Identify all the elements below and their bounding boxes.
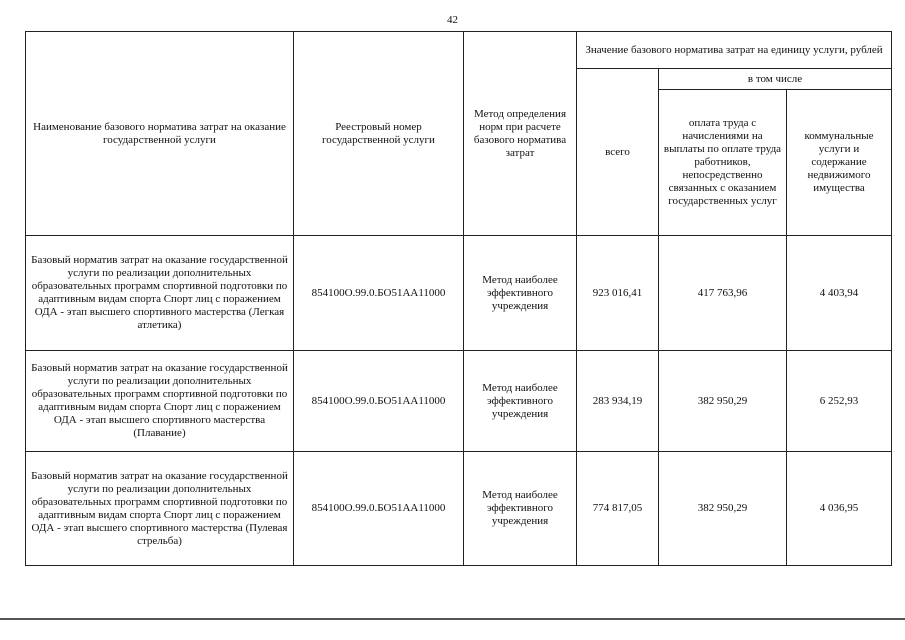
cell-registry-number: 854100О.99.0.БО51АА11000 <box>294 452 464 566</box>
cell-method: Метод наиболее эффективного учреждения <box>464 236 577 351</box>
page-bottom-rule <box>0 618 905 620</box>
header-name: Наименование базового норматива затрат на оказание государственной услуги <box>26 32 294 236</box>
header-including: в том числе <box>659 69 892 90</box>
header-payroll: оплата труда с начислениями на выплаты по оплате труда работников, непосредственно связанных с оказанием государственных услуг <box>659 90 787 236</box>
cell-total: 923 016,41 <box>577 236 659 351</box>
header-utilities: коммунальные услуги и содержание недвижимого имущества <box>787 90 892 236</box>
cell-name: Базовый норматив затрат на оказание государственной услуги по реализации дополнительных образовательных программ спортивной подготовки по адаптивным видам спорта Спорт лиц с поражением ОДА - этап высшего спортивного мастерства (Пулевая стрельба) <box>26 452 294 566</box>
cell-method: Метод наиболее эффективного учреждения <box>464 351 577 452</box>
cell-name: Базовый норматив затрат на оказание государственной услуги по реализации дополнительных образовательных программ спортивной подготовки по адаптивным видам спорта Спорт лиц с поражением ОДА - этап высшего спортивного мастерства (Плавание) <box>26 351 294 452</box>
cell-registry-number: 854100О.99.0.БО51АА11000 <box>294 236 464 351</box>
cell-utilities: 4 403,94 <box>787 236 892 351</box>
cell-name: Базовый норматив затрат на оказание государственной услуги по реализации дополнительных образовательных программ спортивной подготовки по адаптивным видам спорта Спорт лиц с поражением ОДА - этап высшего спортивного мастерства (Легкая атлетика) <box>26 236 294 351</box>
header-registry-number: Реестровый номер государственной услуги <box>294 32 464 236</box>
table-row <box>26 452 892 566</box>
cell-total: 283 934,19 <box>577 351 659 452</box>
cell-payroll: 417 763,96 <box>659 236 787 351</box>
cell-registry-number: 854100О.99.0.БО51АА11000 <box>294 351 464 452</box>
table-row <box>26 351 892 452</box>
header-method: Метод определения норм при расчете базового норматива затрат <box>464 32 577 236</box>
cost-norms-table <box>25 31 892 566</box>
cell-payroll: 382 950,29 <box>659 452 787 566</box>
table-header-row <box>26 32 892 69</box>
cell-utilities: 6 252,93 <box>787 351 892 452</box>
table-row <box>26 236 892 351</box>
cell-payroll: 382 950,29 <box>659 351 787 452</box>
page-number: 42 <box>447 14 458 26</box>
cell-method: Метод наиболее эффективного учреждения <box>464 452 577 566</box>
header-total: всего <box>577 69 659 236</box>
header-value-group: Значение базового норматива затрат на единицу услуги, рублей <box>577 32 892 69</box>
cell-total: 774 817,05 <box>577 452 659 566</box>
cell-utilities: 4 036,95 <box>787 452 892 566</box>
